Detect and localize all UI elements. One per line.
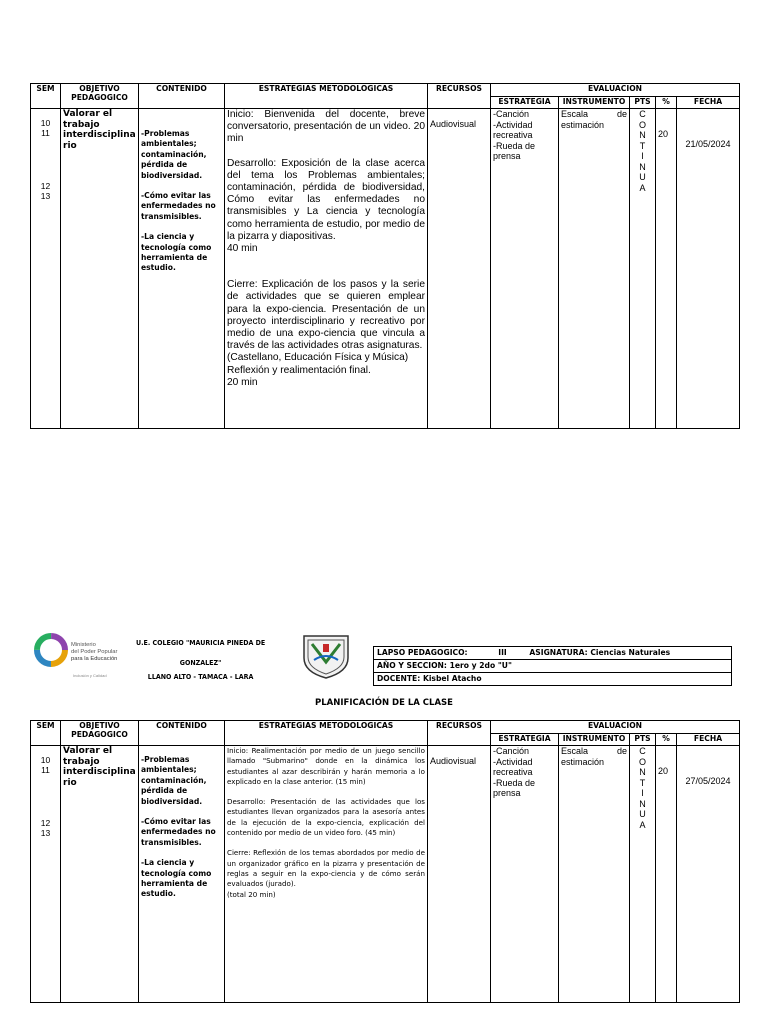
contenido-cell [139,109,225,429]
asignatura-label: ASIGNATURA: [529,648,588,657]
planning-table-1 [30,83,740,429]
info-row-docente [374,673,731,685]
header-estrategias: ESTRATEGIAS METODOLOGICAS [225,84,428,109]
ministry-line-2: del Poder Popular [71,649,118,655]
recursos-cell: Audiovisual [428,746,491,1003]
sem-cell [31,746,61,1003]
eval-instrumento-cell: Escala de estimación [559,109,630,429]
sem-weeks-b: 12 13 [40,818,51,838]
lapso-value: III [498,648,507,657]
eval-pct-cell [656,746,677,1003]
estrategia-desarrollo: Desarrollo: Exposición de la clase acerca del tema los Problemas ambientales; contaminación, pérdida de biodiversidad, Cómo evitar las enfermedades no transmisibles y La ciencia y tecnología como herramienta de estudio, por medio de la pizarra y diapositivas. 40 min [227,157,425,255]
anio-value: 1ero y 2do "U" [449,661,512,670]
eval-pts-cell: C O N T I N U A [630,109,656,429]
school-header [128,633,273,681]
objetivo-cell: Valorar el trabajo interdisciplina rio [61,109,139,429]
contenido-cell [139,746,225,1003]
pct-value: 20 [658,129,669,139]
eval-estrategia-cell: -Canción -Actividad recreativa -Rueda de prensa [491,109,559,429]
estrategia-desarrollo: Desarrollo: Presentación de las actividades que los estudiantes llevan organizados para la asesoría antes de la ejecución de la expo-ciencia, explicación del contenido por medio de un video foro. (45 min) [227,797,425,838]
header-sem: SEM [31,721,61,746]
header-estrategia: ESTRATEGIA [491,734,559,746]
contenido-item: -Cómo evitar las enfermedades no transmisibles. [141,191,216,221]
contenido-item: -La ciencia y tecnología como herramienta de estudio. [141,232,212,273]
school-name: U.E. COLEGIO "MAURICIA PINEDA DE GONZALEZ" [135,638,266,667]
contenido-item: -La ciencia y tecnología como herramienta de estudio. [141,858,212,899]
header-evaluacion: EVALUACION [491,721,740,734]
ministry-line-3: para la Educación [71,656,118,662]
header-fecha: FECHA [677,97,740,109]
school-shield-icon [300,632,352,680]
header-pts: PTS [630,97,656,109]
contenido-item: -Cómo evitar las enfermedades no transmisibles. [141,817,216,847]
school-crest [300,632,352,680]
header-fecha: FECHA [677,734,740,746]
eval-estrategia-cell: -Canción -Actividad recreativa -Rueda de prensa [491,746,559,1003]
eval-fecha-cell [677,746,740,1003]
fecha-value: 27/05/2024 [685,776,731,786]
header-sem: SEM [31,84,61,109]
fecha-value: 21/05/2024 [685,139,731,149]
info-row-lapso [374,647,731,660]
eval-pct-cell [656,109,677,429]
asignatura-value: Ciencias Naturales [590,648,671,657]
ministry-line-1: Ministerio [71,642,96,648]
estrategia-cierre: Cierre: Reflexión de los temas abordados por medio de un organizador gráfico en la pizarra y presentación de reglas a seguir en la expo-ciencia y de cómo serán evaluados (jurado). (total 20 min) [227,848,425,899]
header-pct: % [656,734,677,746]
sem-weeks-b: 12 13 [40,181,51,201]
eval-fecha-cell [677,109,740,429]
ministry-emblem-icon [33,632,128,682]
header-contenido: CONTENIDO [139,721,225,746]
header-instrumento: INSTRUMENTO [559,97,630,109]
docente-label: DOCENTE: [377,674,421,683]
ministry-logo [33,632,128,682]
header-recursos: RECURSOS [428,721,491,746]
header-estrategia: ESTRATEGIA [491,97,559,109]
contenido-item: -Problemas ambientales; contaminación, pérdida de biodiversidad. [141,129,207,180]
header-pct: % [656,97,677,109]
sem-weeks-a: 10 11 [40,755,51,775]
school-location: LLANO ALTO - TAMACA - LARA [147,672,254,681]
header-objetivo: OBJETIVO PEDAGOGICO [61,721,139,746]
header-instrumento: INSTRUMENTO [559,734,630,746]
header-pts: PTS [630,734,656,746]
objetivo-cell: Valorar el trabajo interdisciplina rio [61,746,139,1003]
header-evaluacion: EVALUACION [491,84,740,97]
ministry-tagline: Inclusión y Calidad [73,673,107,678]
planning-table-2 [30,720,740,1003]
info-box [373,646,732,686]
sem-cell [31,109,61,429]
sem-weeks-a: 10 11 [40,118,51,138]
pct-value: 20 [658,766,669,776]
recursos-cell: Audiovisual [428,109,491,429]
header-recursos: RECURSOS [428,84,491,109]
eval-pts-cell: C O N T I N U A [630,746,656,1003]
docente-value: Kisbel Atacho [422,674,482,683]
header-objetivo: OBJETIVO PEDAGOGICO [61,84,139,109]
contenido-item: -Problemas ambientales; contaminación, pérdida de biodiversidad. [141,755,207,806]
estrategia-inicio: Inicio: Realimentación por medio de un juego sencillo llamado "Submarino" donde en la dinámica los estudiantes al azar describirán y harán memoria a lo explicado en la clase anterior. (15 min) [227,746,425,786]
info-row-anio [374,660,731,673]
header-estrategias: ESTRATEGIAS METODOLOGICAS [225,721,428,746]
anio-label: AÑO Y SECCION: [377,661,447,670]
eval-instrumento-cell: Escala de estimación [559,746,630,1003]
estrategia-inicio: Inicio: Bienvenida del docente, breve conversatorio, presentación de un video. 20 min [227,109,425,145]
estrategia-cierre: Cierre: Explicación de los pasos y la serie de actividades que se quieren emplear para la expo-ciencia. Presentación de un proyecto interdisciplinario y recreativo por medio de una expo-ciencia que vincula a través de las actividades otras asignaturas. (Castellano, Educación Física y Música) Reflexión y realimentación final. 20 min [227,279,425,388]
lapso-label: LAPSO PEDAGOGICO: [377,648,468,657]
estrategias-cell [225,109,428,429]
estrategias-cell [225,746,428,1003]
header-contenido: CONTENIDO [139,84,225,109]
page-title: PLANIFICACIÓN DE LA CLASE [315,698,453,708]
